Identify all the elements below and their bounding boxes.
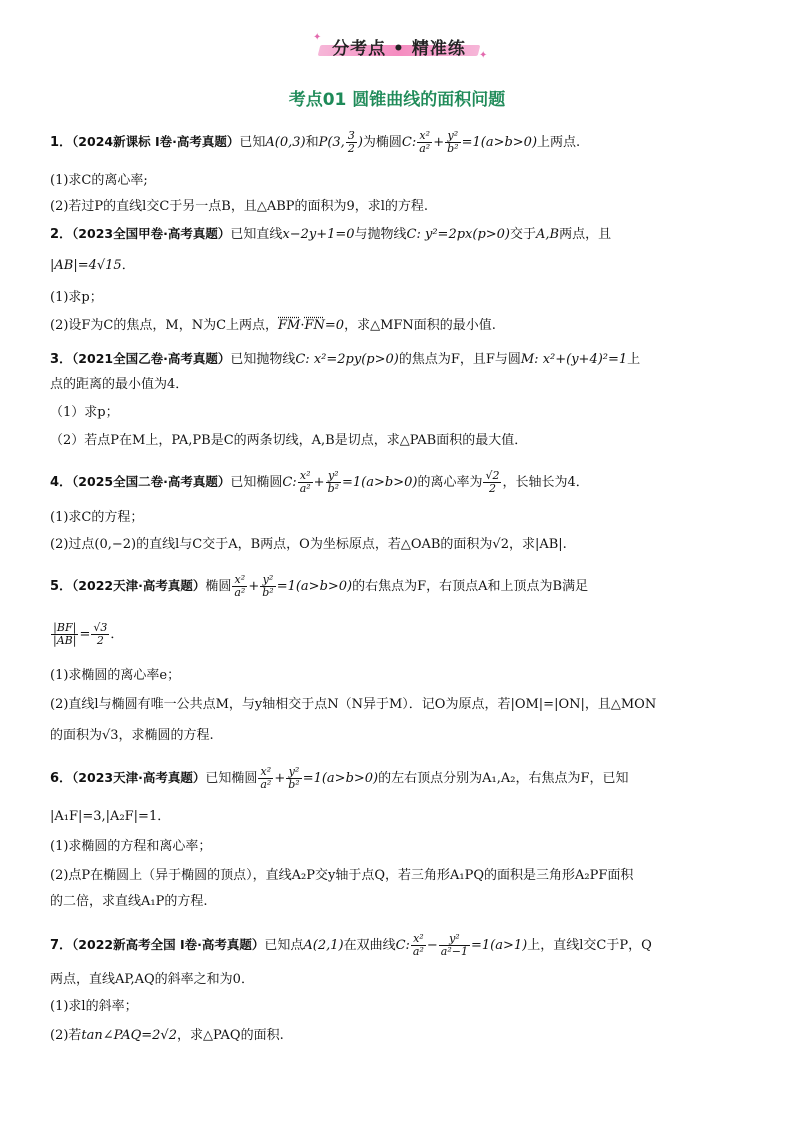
problem-6-q2: (2)点P在椭圆上（异于椭圆的顶点），直线A₂P交y轴于点Q，若三角形A₁PQ的面积是三角形A₂PF面积 [50, 868, 634, 883]
fraction [445, 130, 460, 155]
math: C: y²=2px(p>0) [406, 227, 511, 242]
numerator: x² [417, 130, 432, 143]
sparkle-icon: ✦ [313, 32, 322, 43]
denominator: a²−1 [440, 945, 468, 958]
math: =1(a>b>0) [276, 579, 353, 594]
numerator: y² [326, 470, 341, 483]
math: A(2,1) [303, 938, 344, 953]
math: =0 [324, 318, 345, 333]
denominator: |AB| [53, 634, 77, 647]
fraction [326, 470, 341, 495]
text: (2)若 [50, 1028, 82, 1043]
section-banner [311, 32, 487, 62]
text: ，求△MFN面积的最小值. [344, 318, 496, 333]
banner-label: 分考点 • 精准练 [332, 39, 466, 59]
fraction [439, 933, 470, 958]
problem-4-q1: (1)求C的方程； [50, 510, 144, 525]
denominator: a² [234, 586, 246, 599]
problem-6-q1: (1)求椭圆的方程和离心率； [50, 839, 212, 854]
text: ，长轴长为4． [502, 475, 589, 490]
text: ． [110, 627, 124, 642]
text: 已知椭圆 [230, 475, 283, 490]
numerator: y² [439, 933, 470, 946]
problem-3-stem [50, 350, 640, 369]
numerator: √3 [93, 621, 108, 634]
numerator: y² [286, 766, 301, 779]
math: =1(a>b>0) [302, 771, 379, 786]
math: M: x²+(y+4)²=1 [520, 352, 628, 367]
problem-5-stem: 5．（2022天津·高考真题）椭圆 $\frac{\text{x²}}{\text{a²}}$ + $\frac{\text{y²}}{\text{b²}}$ =1(a>b>0)的右焦点为F，右顶点A和上顶点为B满足 [50, 573, 589, 599]
problem-3-q2: （2）若点P在M上，PA,PB是C的两条切线，A,B是切点，求△PAB面积的最大值． [50, 433, 528, 448]
text: 椭圆 [205, 579, 232, 594]
problem-2-q2 [50, 317, 496, 335]
denominator: 2 [488, 482, 496, 495]
fraction [417, 130, 432, 155]
denominator: b² [327, 482, 340, 495]
problem-source: （2024新课标 I卷·高考真题） [72, 134, 240, 149]
fraction [346, 130, 357, 155]
denominator: b² [288, 778, 300, 791]
problem-4-q2: (2)过点(0,−2)的直线l与C交于A，B两点，O为坐标原点，若△OAB的面积为√2，求|AB|. [50, 537, 567, 552]
sparkle-icon: ✦ [479, 50, 488, 61]
text: 已知抛物线 [230, 352, 296, 367]
problem-7-stem: 7．（2022新高考全国 I卷·高考真题）已知点A(2,1)在双曲线C: $\frac{\text{x²}}{\text{a²}}$ − $\frac{\text{y²}}{\text{a²−1}}$ =1(a>1)上，直线l交C于P，Q [50, 932, 652, 958]
math: √15 [96, 258, 122, 273]
text: 上，直线l交C于P，Q [527, 938, 652, 953]
problem-4-stem: 4．（2025全国二卷·高考真题）已知椭圆C: $\frac{\text{x²}}{\text{a²}}$ + $\frac{\text{y²}}{\text{b²}}$ =1(a>b>0)的离心率为 $\frac{√2}{2}$ ，长轴长为4． [50, 469, 589, 495]
text: 和 [305, 135, 319, 150]
page-title: 考点01 圆锥曲线的面积问题 [288, 90, 506, 110]
problem-source: （2025全国二卷·高考真题） [72, 474, 231, 489]
problem-number: 6． [50, 771, 73, 786]
math: = [79, 627, 91, 642]
math: C: [282, 475, 297, 490]
problem-5-q2-cont: 的面积为√3，求椭圆的方程. [50, 728, 214, 743]
text: 与抛物线 [354, 227, 407, 242]
problem-7-stem-cont: 两点，直线AP,AQ的斜率之和为0． [50, 972, 254, 987]
math: |AB|=4 [50, 258, 97, 273]
text: 的右焦点为F，右顶点A和上顶点为B满足 [352, 579, 589, 594]
problem-number: 4． [50, 475, 73, 490]
problem-7-q1: (1)求l的斜率； [50, 999, 138, 1014]
problem-number: 1． [50, 135, 73, 150]
text: 为椭圆 [362, 135, 402, 150]
fraction [258, 766, 273, 791]
problem-2-q1: (1)求p； [50, 290, 103, 305]
math: C: [395, 938, 410, 953]
denominator: b² [262, 586, 274, 599]
problem-number: 3． [50, 352, 73, 367]
numerator: y² [445, 130, 460, 143]
text: 在双曲线 [343, 938, 396, 953]
math: ) [357, 135, 363, 150]
numerator: x² [298, 470, 313, 483]
text: 已知点 [264, 938, 304, 953]
text: 上两点. [537, 135, 581, 150]
problem-number: 5． [50, 579, 73, 594]
fraction [91, 622, 109, 647]
denominator: a² [412, 945, 424, 958]
problem-2-stem [50, 225, 611, 244]
text: 的离心率为 [417, 475, 483, 490]
denominator: 2 [347, 142, 355, 155]
math: C: x²=2py(p>0) [295, 352, 399, 367]
math: =1(a>b>0) [342, 475, 418, 490]
numerator: 3 [347, 129, 355, 142]
text: ． [121, 258, 135, 273]
problem-source: （2021全国乙卷·高考真题） [72, 351, 231, 366]
problem-1-stem: 1．（2024新课标 I卷·高考真题）已知A(0,3)和P(3, $\frac{3}{2}$ )为椭圆C: $\frac{\text{x²}}{\text{a²}}$ + $\frac{\text{y²}}{\text{b²}}$ =1(a>b>0)上两点. [50, 129, 581, 155]
math: A,B [536, 227, 560, 242]
problem-source: （2023全国甲卷·高考真题） [72, 226, 231, 241]
fraction [51, 622, 78, 647]
math: x−2y+1=0 [282, 227, 355, 242]
math: C: [401, 135, 417, 150]
math: tan∠PAQ=2√2 [81, 1028, 177, 1043]
fraction [232, 574, 247, 599]
denominator: a² [260, 778, 272, 791]
text: (2)设F为C的焦点，M，N为C上两点， [50, 318, 279, 333]
numerator: √2 [485, 469, 500, 482]
problem-source: （2023天津·高考真题） [72, 770, 206, 785]
text: · [300, 318, 305, 333]
problem-1-q1: (1)求C的离心率; [50, 173, 148, 188]
vector: FM [278, 318, 301, 333]
problem-2-stem-cont [50, 257, 135, 275]
problem-source: （2022新高考全国 I卷·高考真题） [72, 937, 265, 952]
denominator: b² [447, 142, 459, 155]
denominator: a² [299, 482, 311, 495]
text: 已知直线 [230, 227, 283, 242]
math: A(0,3) [265, 135, 306, 150]
text: 已知 [239, 135, 266, 150]
numerator: |BF| [51, 622, 78, 635]
fraction [298, 470, 313, 495]
text: 已知椭圆 [205, 771, 258, 786]
math: P(3, [318, 135, 345, 150]
problem-source: （2022天津·高考真题） [72, 578, 206, 593]
vector: FN [304, 318, 325, 333]
problem-3-q1: （1）求p； [50, 405, 119, 420]
fraction [483, 470, 501, 495]
problem-5-stem-cont [50, 622, 123, 647]
text: 两点，且 [559, 227, 612, 242]
text: ，求△PAQ的面积. [176, 1028, 284, 1043]
problem-7-q2 [50, 1027, 284, 1045]
problem-1-q2: (2)若过P的直线l交C于另一点B，且△ABP的面积为9，求l的方程. [50, 199, 429, 214]
problem-number: 2． [50, 227, 73, 242]
problem-6-stem-cont: |A₁F|=3,|A₂F|=1． [50, 809, 171, 824]
problem-5-q1: (1)求椭圆的离心率e； [50, 668, 181, 683]
text: 的左右顶点分别为A₁,A₂，右焦点为F，已知 [378, 771, 629, 786]
numerator: x² [232, 574, 247, 587]
denominator: a² [419, 142, 431, 155]
problem-3-stem-cont: 点的距离的最小值为4． [50, 377, 189, 392]
fraction [286, 766, 301, 791]
fraction [260, 574, 275, 599]
text: 的焦点为F，且F与圆 [398, 352, 521, 367]
numerator: x² [411, 933, 426, 946]
math: =1(a>1) [470, 938, 528, 953]
text: 交于 [510, 227, 537, 242]
numerator: y² [260, 574, 275, 587]
fraction [411, 933, 426, 958]
problem-6-stem: 6．（2023天津·高考真题）已知椭圆 $\frac{\text{x²}}{\text{a²}}$ + $\frac{\text{y²}}{\text{b²}}$ =1(a>b>0)的左右顶点分别为A₁,A₂，右焦点为F，已知 [50, 765, 629, 791]
numerator: x² [258, 766, 273, 779]
problem-number: 7． [50, 938, 73, 953]
math: =1(a>b>0) [461, 135, 538, 150]
text: 上 [627, 352, 641, 367]
problem-5-q2: (2)直线l与椭圆有唯一公共点M，与y轴相交于点N（N异于M）．记O为原点，若|OM|=|ON|，且△MON [50, 697, 657, 712]
denominator: 2 [96, 634, 104, 647]
problem-6-q2-cont: 的二倍，求直线A₁P的方程. [50, 894, 208, 909]
